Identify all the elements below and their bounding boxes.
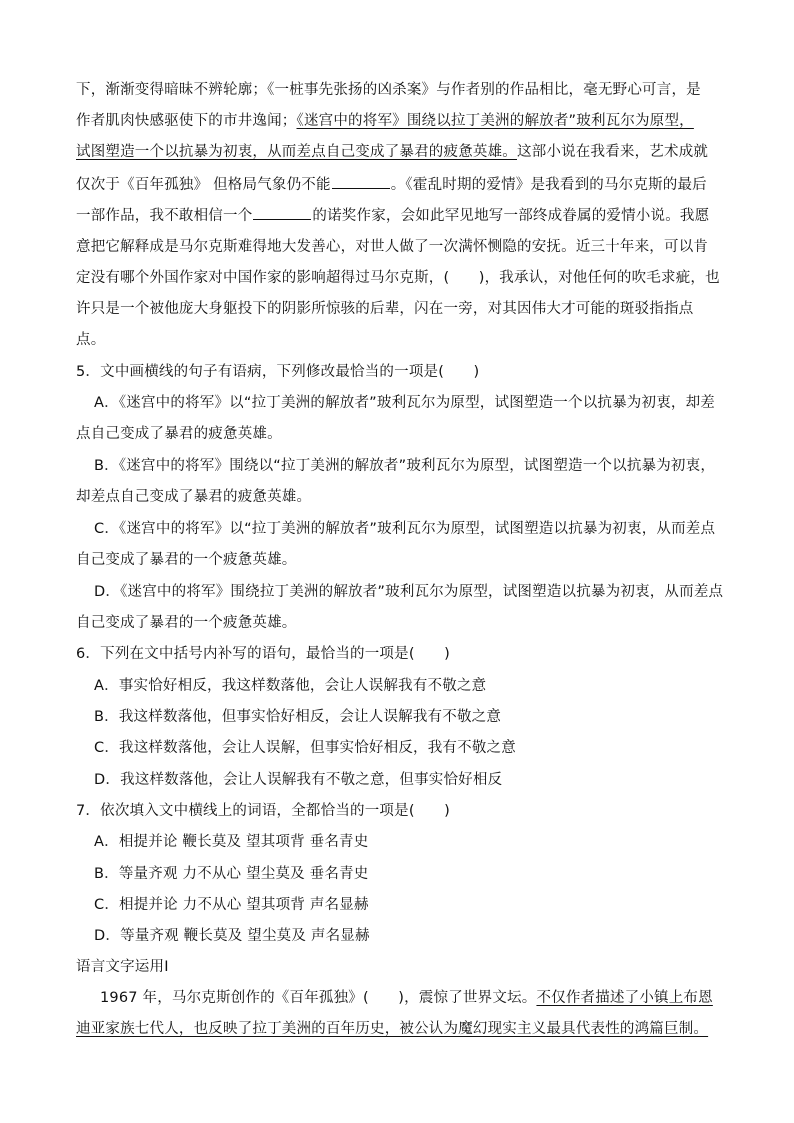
passage-text: 。《霍乱时期的爱情》是我看到的马尔克斯的最后 (390, 177, 707, 193)
question-6-option-a[interactable]: A．事实恰好相反，我这样数落他，会让人误解我有不敬之意 (94, 678, 487, 694)
passage-text: 一部作品，我不敢相信一个 (76, 208, 253, 224)
question-6-stem: 6．下列在文中括号内补写的语句，最恰当的一项是( ) (76, 646, 450, 662)
underlined-sentence: 不仅作者描述了小镇上布恩 (536, 990, 713, 1006)
passage-text: 定没有哪个外国作家对中国作家的影响超得过马尔克斯，( )，我承认，对他任何的吹毛求疵，也 (76, 270, 720, 286)
passage-text: 点。 (76, 332, 106, 348)
question-5-option-c[interactable]: C．《迷宫中的将军》以“拉丁美洲的解放者”玻利瓦尔为原型，试图塑造以抗暴为初衷，从而差点 (94, 521, 716, 537)
question-5-option-d-cont: 自己变成了暴君的一个疲惫英雄。 (76, 615, 297, 631)
underlined-sentence: 迪亚家族七代人，也反映了拉丁美洲的百年历史，被公认为魔幻现实主义最具代表性的鸿篇巨制。 (76, 1021, 709, 1037)
passage-text: 这部小说在我看来，艺术成就 (517, 144, 709, 160)
section-passage-line: 1967 年，马尔克斯创作的《百年孤独》( )，震惊了世界文坛。不仅作者描述了小镇上布恩 (100, 990, 713, 1006)
question-5-option-d[interactable]: D．《迷宫中的将军》围绕拉丁美洲的解放者”玻利瓦尔为原型，试图塑造以抗暴为初衷，从而差点 (94, 584, 724, 600)
underlined-sentence: 试图塑造一个以抗暴为初衷，从而差点自己变成了暴君的疲惫英雄。 (76, 144, 517, 160)
passage-text: 仅次于《百年孤独》 但格局气象仍不能 (76, 177, 331, 193)
section-title: 语言文字运用Ⅰ (76, 959, 169, 975)
question-5-option-a[interactable]: A．《迷宫中的将军》以“拉丁美洲的解放者”玻利瓦尔为原型，试图塑造一个以抗暴为初衷，却差 (94, 395, 715, 411)
question-7-option-c[interactable]: C．相提并论 力不从心 望其项背 声名显赫 (94, 897, 369, 913)
passage-line (76, 268, 720, 288)
passage-line (76, 330, 105, 350)
section-passage-line (76, 1019, 708, 1039)
passage-text: 的诺奖作家，会如此罕见地写一部终成眷属的爱情小说。我愿 (312, 208, 710, 224)
passage-line (76, 111, 694, 131)
passage-line (76, 142, 708, 162)
passage-text: 意把它解释成是马尔克斯难得地大发善心，对世人做了一次满怀恻隐的安抚。近三十年来，可以肯 (76, 239, 709, 255)
question-5-option-b[interactable]: B．《迷宫中的将军》围绕以“拉丁美洲的解放者”玻利瓦尔为原型，试图塑造一个以抗暴为初衷， (94, 458, 716, 474)
question-6-option-b[interactable]: B．我这样数落他，但事实恰好相反，会让人误解我有不敬之意 (94, 709, 502, 725)
question-7-option-b[interactable]: B．等量齐观 力不从心 望尘莫及 垂名青史 (94, 866, 369, 882)
question-5-option-b-cont: 却差点自己变成了暴君的疲惫英雄。 (76, 489, 312, 505)
question-7-option-a[interactable]: A．相提并论 鞭长莫及 望其项背 垂名青史 (94, 834, 369, 850)
passage-text: 作者肌肉快感驱使下的市井逸闻； (76, 113, 297, 129)
passage-line (76, 237, 708, 257)
fill-blank[interactable] (253, 205, 311, 220)
passage-text: 下，渐渐变得暗昧不辨轮廓；《一桩事先张扬的凶杀案》与作者别的作品相比，毫无野心可言，是 (76, 82, 701, 98)
underlined-sentence: 《迷宫中的将军》围绕以拉丁美洲的解放者”玻利瓦尔为原型， (296, 113, 694, 129)
passage-text: 许只是一个被他庞大身躯投下的阴影所惊骇的后辈，闪在一旁，对其因伟大才可能的斑驳指指点 (76, 301, 694, 317)
passage-line (76, 205, 709, 226)
question-6-option-d[interactable]: D．我这样数落他，会让人误解我有不敬之意，但事实恰好相反 (94, 772, 503, 788)
passage-line (76, 174, 707, 195)
passage-line (76, 299, 693, 319)
question-7-option-d[interactable]: D．等量齐观 鞭长莫及 望尘莫及 声名显赫 (94, 928, 370, 944)
question-5-stem: 5．文中画横线的句子有语病，下列修改最恰当的一项是( ) (76, 364, 480, 380)
question-5-option-c-cont: 自己变成了暴君的一个疲惫英雄。 (76, 552, 297, 568)
passage-line (76, 80, 701, 100)
question-6-option-c[interactable]: C．我这样数落他，会让人误解，但事实恰好相反，我有不敬之意 (94, 740, 516, 756)
fill-blank[interactable] (332, 174, 390, 189)
question-5-option-a-cont: 点自己变成了暴君的疲惫英雄。 (76, 426, 282, 442)
question-7-stem: 7．依次填入文中横线上的词语，全都恰当的一项是( ) (76, 803, 450, 819)
